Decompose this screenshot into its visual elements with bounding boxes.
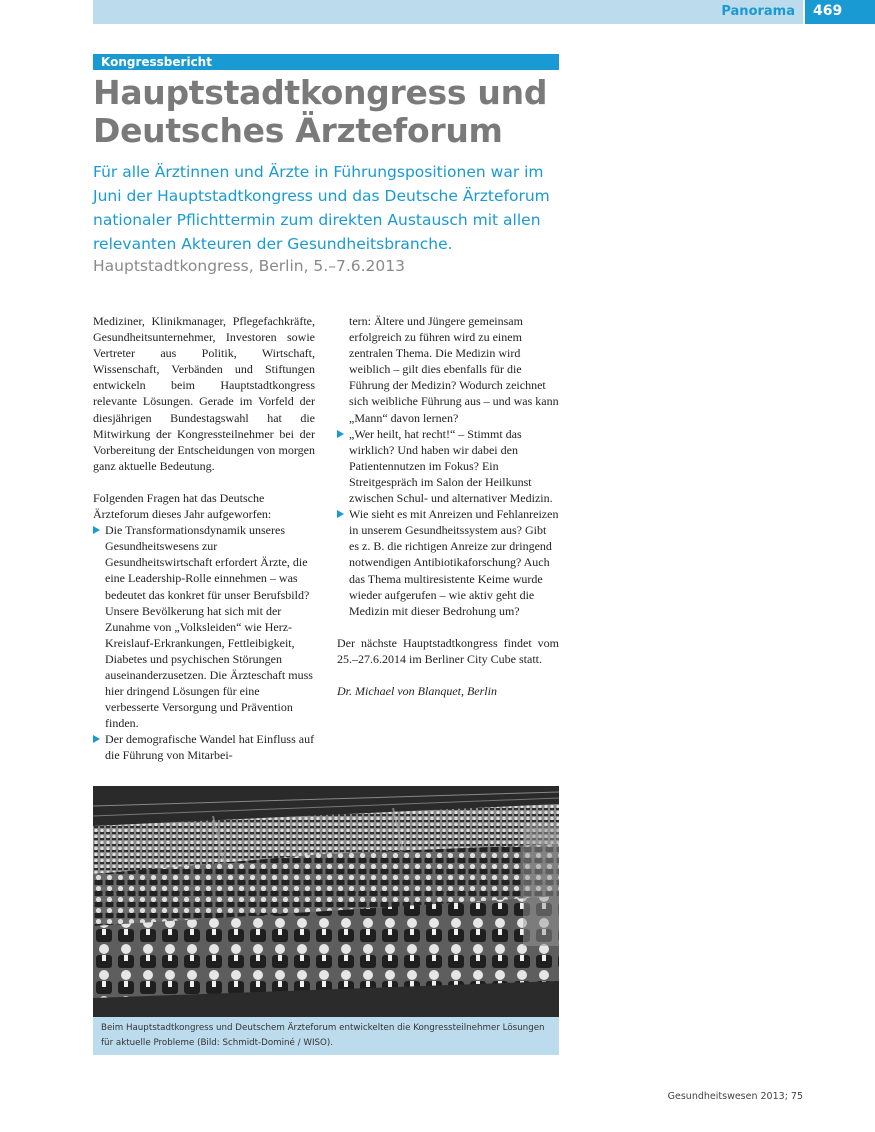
figure-caption: Beim Hauptstadtkongress und Deutschem Ärzteforum entwickelten die Kongressteilnehmer Lösungen für aktuelle Probleme (Bild: Schmidt-Dominé / WISO). <box>101 1023 545 1048</box>
text-column-right <box>337 313 559 699</box>
body-paragraph: Folgenden Fragen hat das Deutsche Ärzteforum dieses Jahr aufgeworfen: <box>93 490 272 522</box>
list-item-text: Der demografische Wandel hat Einfluss auf die Führung von Mitarbei- <box>105 732 315 763</box>
list-item-text: Wie sieht es mit Anreizen und Fehlanreizen in unserem Gesundheitssystem aus? Gibt es z. B. die richtigen Anreize zur dringend notwendigen Antibiotikaforschung? Auch das Thema multiresistente Keime wurde wieder aufgerufen – wie aktiv geht die Medizin mit dieser Bedrohung um? <box>349 507 559 618</box>
journal-citation: Gesundheitswesen 2013; 75 <box>667 1091 803 1102</box>
question-list-continued <box>337 313 559 619</box>
author-signature: Dr. Michael von Blanquet, Berlin <box>337 683 497 698</box>
figure-caption-box <box>93 1017 559 1055</box>
page-number: 469 <box>813 3 843 19</box>
event-info: Hauptstadtkongress, Berlin, 5.–7.6.2013 <box>93 257 405 275</box>
list-item-text: „Wer heilt, hat recht!“ – Stimmt das wirklich? Und haben wir dabei den Patientennutzen im Fokus? Ein Streitgespräch im Salon der Heilkunst zwischen Schul- und alternativer Medizin. <box>349 426 553 506</box>
body-paragraph: Mediziner, Klinikmanager, Pflegefachkräfte, Gesundheitsunternehmer, Investoren sowie Vertreter aus Politik, Wirtschaft, Wissenschaft, Verbänden und Stiftungen entwickeln beim Hauptstadtkongress relevante Lösungen. Gerade im Vorfeld der diesjährigen Bundestagswahl hat die Mitwirkung der Kongressteilnehmer bei der Vorbereitung der Entscheidungen von morgen ganz aktuelle Bedeutung. <box>93 314 315 473</box>
list-item <box>337 506 559 619</box>
bullet-triangle-icon <box>337 510 344 518</box>
list-item <box>93 522 315 731</box>
bullet-triangle-icon <box>93 735 100 743</box>
bullet-triangle-icon <box>337 430 344 438</box>
list-item-text: tern: Ältere und Jüngere gemeinsam erfolgreich zu führen wird zu einem zentralen Thema. Die Medizin wird weiblich – gilt dies ebenfalls für die Führung der Medizin? Wodurch zeichnet sich weibliche Führung aus – und was kann „Mann“ davon lernen? <box>349 314 559 425</box>
kicker-bar <box>93 54 559 70</box>
article-title: Hauptstadtkongress und Deutsches Ärzteforum <box>93 73 548 150</box>
section-label: Panorama <box>721 4 795 19</box>
bullet-triangle-icon <box>93 526 100 534</box>
running-header <box>93 0 803 24</box>
list-item <box>337 426 559 506</box>
audience-photo <box>93 786 559 1017</box>
audience-photo-illustration <box>93 786 559 1017</box>
page-number-box <box>805 0 875 24</box>
kicker-label: Kongressbericht <box>101 55 212 69</box>
list-item-continuation <box>337 313 559 426</box>
list-item-text: Die Transformationsdynamik unseres Gesundheitswesens zur Gesundheitswirtschaft erfordert Ärzte, die eine Leadership-Rolle einnehmen – was bedeutet das konkret für unser Berufsbild? Unsere Bevölkerung hat sich mit der Zunahme von „Volksleiden“ wie Herz-Kreislauf-Erkrankungen, Fettleibigkeit, Diabetes und psychischen Störungen auseinanderzusetzen. Die Ärzteschaft muss hier dringend Lösungen für eine verbesserte Versorgung und Prävention finden. <box>105 523 313 731</box>
question-list <box>93 522 315 763</box>
text-column-left <box>93 313 315 764</box>
article-lede: Für alle Ärztinnen und Ärzte in Führungspositionen war im Juni der Hauptstadtkongress und das Deutsche Ärzteforum nationaler Pflichttermin zum direkten Austausch mit allen relevanten Akteuren der Gesundheitsbranche. <box>93 163 550 253</box>
list-item <box>93 731 315 763</box>
body-paragraph: Der nächste Hauptstadtkongress findet vom 25.–27.6.2014 im Berliner City Cube statt. <box>337 635 559 666</box>
